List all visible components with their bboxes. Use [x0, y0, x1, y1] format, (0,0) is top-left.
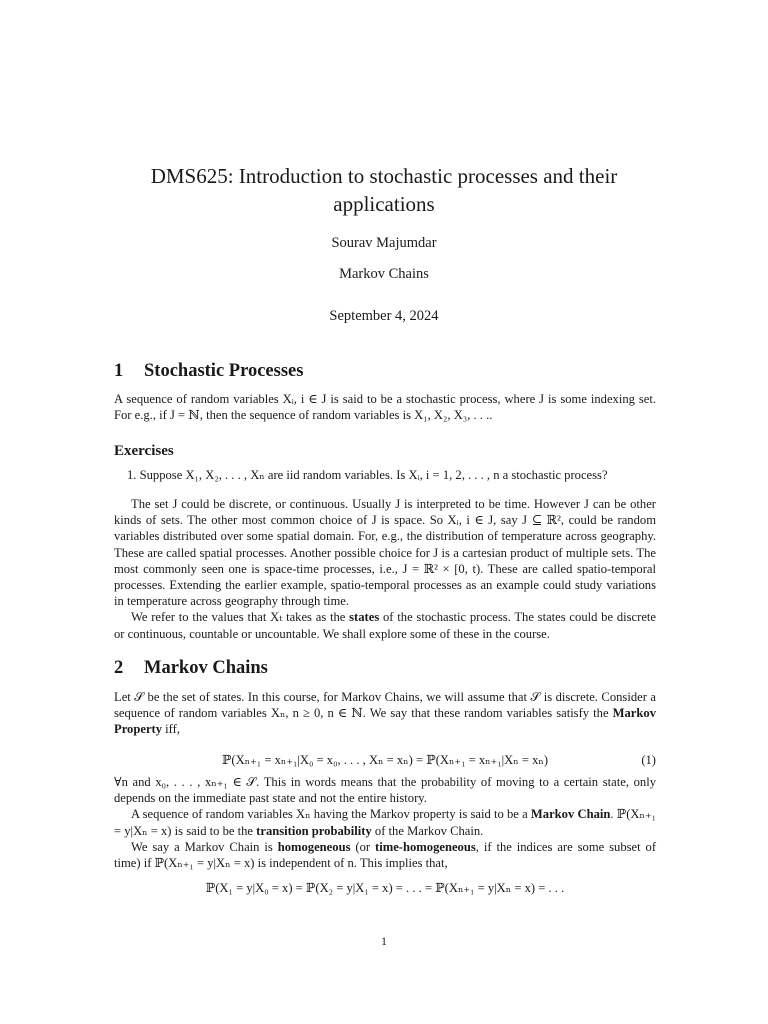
list-marker: 1. — [127, 468, 137, 482]
text-run: , if the indices are some subset of time) if ℙ(Xₙ₊₁ = y|Xₙ = x) is independent of n. This implies that, — [114, 839, 657, 871]
text-run: We say a Markov Chain is — [131, 839, 278, 854]
text-run: We refer to the values that Xₜ takes as the — [131, 610, 350, 625]
equation-text: ℙ(X₁ = y|X₀ = x) = ℙ(X₂ = y|X₁ = x) = . . . = ℙ(Xₙ₊₁ = y|Xₙ = x) = . . . — [205, 881, 565, 895]
section-number: 1 — [114, 361, 124, 381]
document-title: DMS625: Introduction to stochastic processes and their applications — [150, 164, 618, 216]
document-date: September 4, 2024 — [329, 308, 439, 324]
text-run: of the stochastic process. The states could be discrete or continuous, countable or uncountable. We shall explore some of these in the course. — [114, 610, 656, 641]
bold-term-states: states — [349, 610, 380, 625]
paragraph-markov-chain — [114, 806, 656, 838]
equation-2 — [114, 880, 656, 896]
equation-number: (1) — [641, 753, 656, 767]
text-run: (or — [350, 839, 376, 854]
author: Sourav Majumdar — [331, 235, 437, 251]
paragraph-homogeneous — [114, 839, 656, 871]
paragraph-states — [114, 609, 656, 641]
paragraph: The set J could be discrete, or continuous. Usually J is interpreted to be time. However J can be other kinds of sets. The other most common choice of J is space. So Xᵢ, i ∈ J, say J ⊆ ℝ², could be random variables distributed over some spatial domain. For, e.g., the distribution of temperature across geography. These are called spatial processes. Another possible choice for J is a cartesian product of multiple sets. The most commonly seen one is space-time processes, i.e., J = ℝ² × [0, t). These are called spatio-temporal processes. Extending the earlier example, spatio-temporal processes as an example could study variations in temperature across geography through time. — [114, 497, 656, 609]
exercise-item-1 — [127, 467, 657, 483]
paragraph: A sequence of random variables Xᵢ, i ∈ J is said to be a stochastic process, where J is some indexing set. For e.g., if J = ℕ, then the sequence of random variables is X₁, X₂, X₃, . . .. — [114, 392, 656, 423]
bold-term-homogeneous: homogeneous — [277, 839, 351, 854]
paragraph — [114, 689, 656, 738]
bold-term-markov-chain: Markov Chain — [530, 807, 611, 822]
equation-text: ℙ(Xₙ₊₁ = xₙ₊₁|X₀ = x₀, . . . , Xₙ = xₙ) = ℙ(Xₙ₊₁ = xₙ₊₁|Xₙ = xₙ) — [221, 753, 549, 767]
equation-1 — [114, 752, 656, 768]
text-run: of the Markov Chain. — [371, 823, 484, 838]
bold-term-time-homogeneous: time-homogeneous — [375, 839, 476, 854]
section-heading-markov-chains — [114, 657, 268, 679]
section-number: 2 — [114, 658, 124, 678]
exercises-heading: Exercises — [114, 443, 174, 459]
section-heading-stochastic-processes — [114, 360, 303, 382]
section-title: Markov Chains — [144, 658, 268, 678]
section-1-intro — [114, 391, 656, 423]
text-run: . ℙ(Xₙ₊₁ = y|Xₙ = x) is said to be the — [114, 807, 656, 838]
section-2-body — [114, 774, 656, 871]
page-number: 1 — [381, 934, 387, 948]
exercise-text: Suppose X₁, X₂, . . . , Xₙ are iid random variables. Is Xᵢ, i = 1, 2, . . . , n a stochastic process? — [139, 468, 608, 482]
bold-term-markov-property: Markov Property — [114, 706, 656, 737]
section-1-body — [114, 496, 656, 642]
document-subtitle: Markov Chains — [339, 266, 429, 282]
text-run: Let 𝒮 be the set of states. In this course, for Markov Chains, we will assume that 𝒮 is discrete. Consider a sequence of random variables Xₙ, n ≥ 0, n ∈ ℕ. We say that these random variables satisfy the — [114, 690, 656, 721]
text-run: iff, — [162, 722, 180, 737]
bold-term-transition-probability: transition probability — [256, 823, 372, 838]
text-run: A sequence of random variables Xₙ having the Markov property is said to be a — [131, 807, 531, 822]
section-2-intro — [114, 689, 656, 738]
section-title: Stochastic Processes — [144, 361, 304, 381]
paragraph: ∀n and x₀, . . . , xₙ₊₁ ∈ 𝒮. This in words means that the probability of moving to a certain state, only depends on the immediate past state and not the entire history. — [114, 775, 656, 806]
